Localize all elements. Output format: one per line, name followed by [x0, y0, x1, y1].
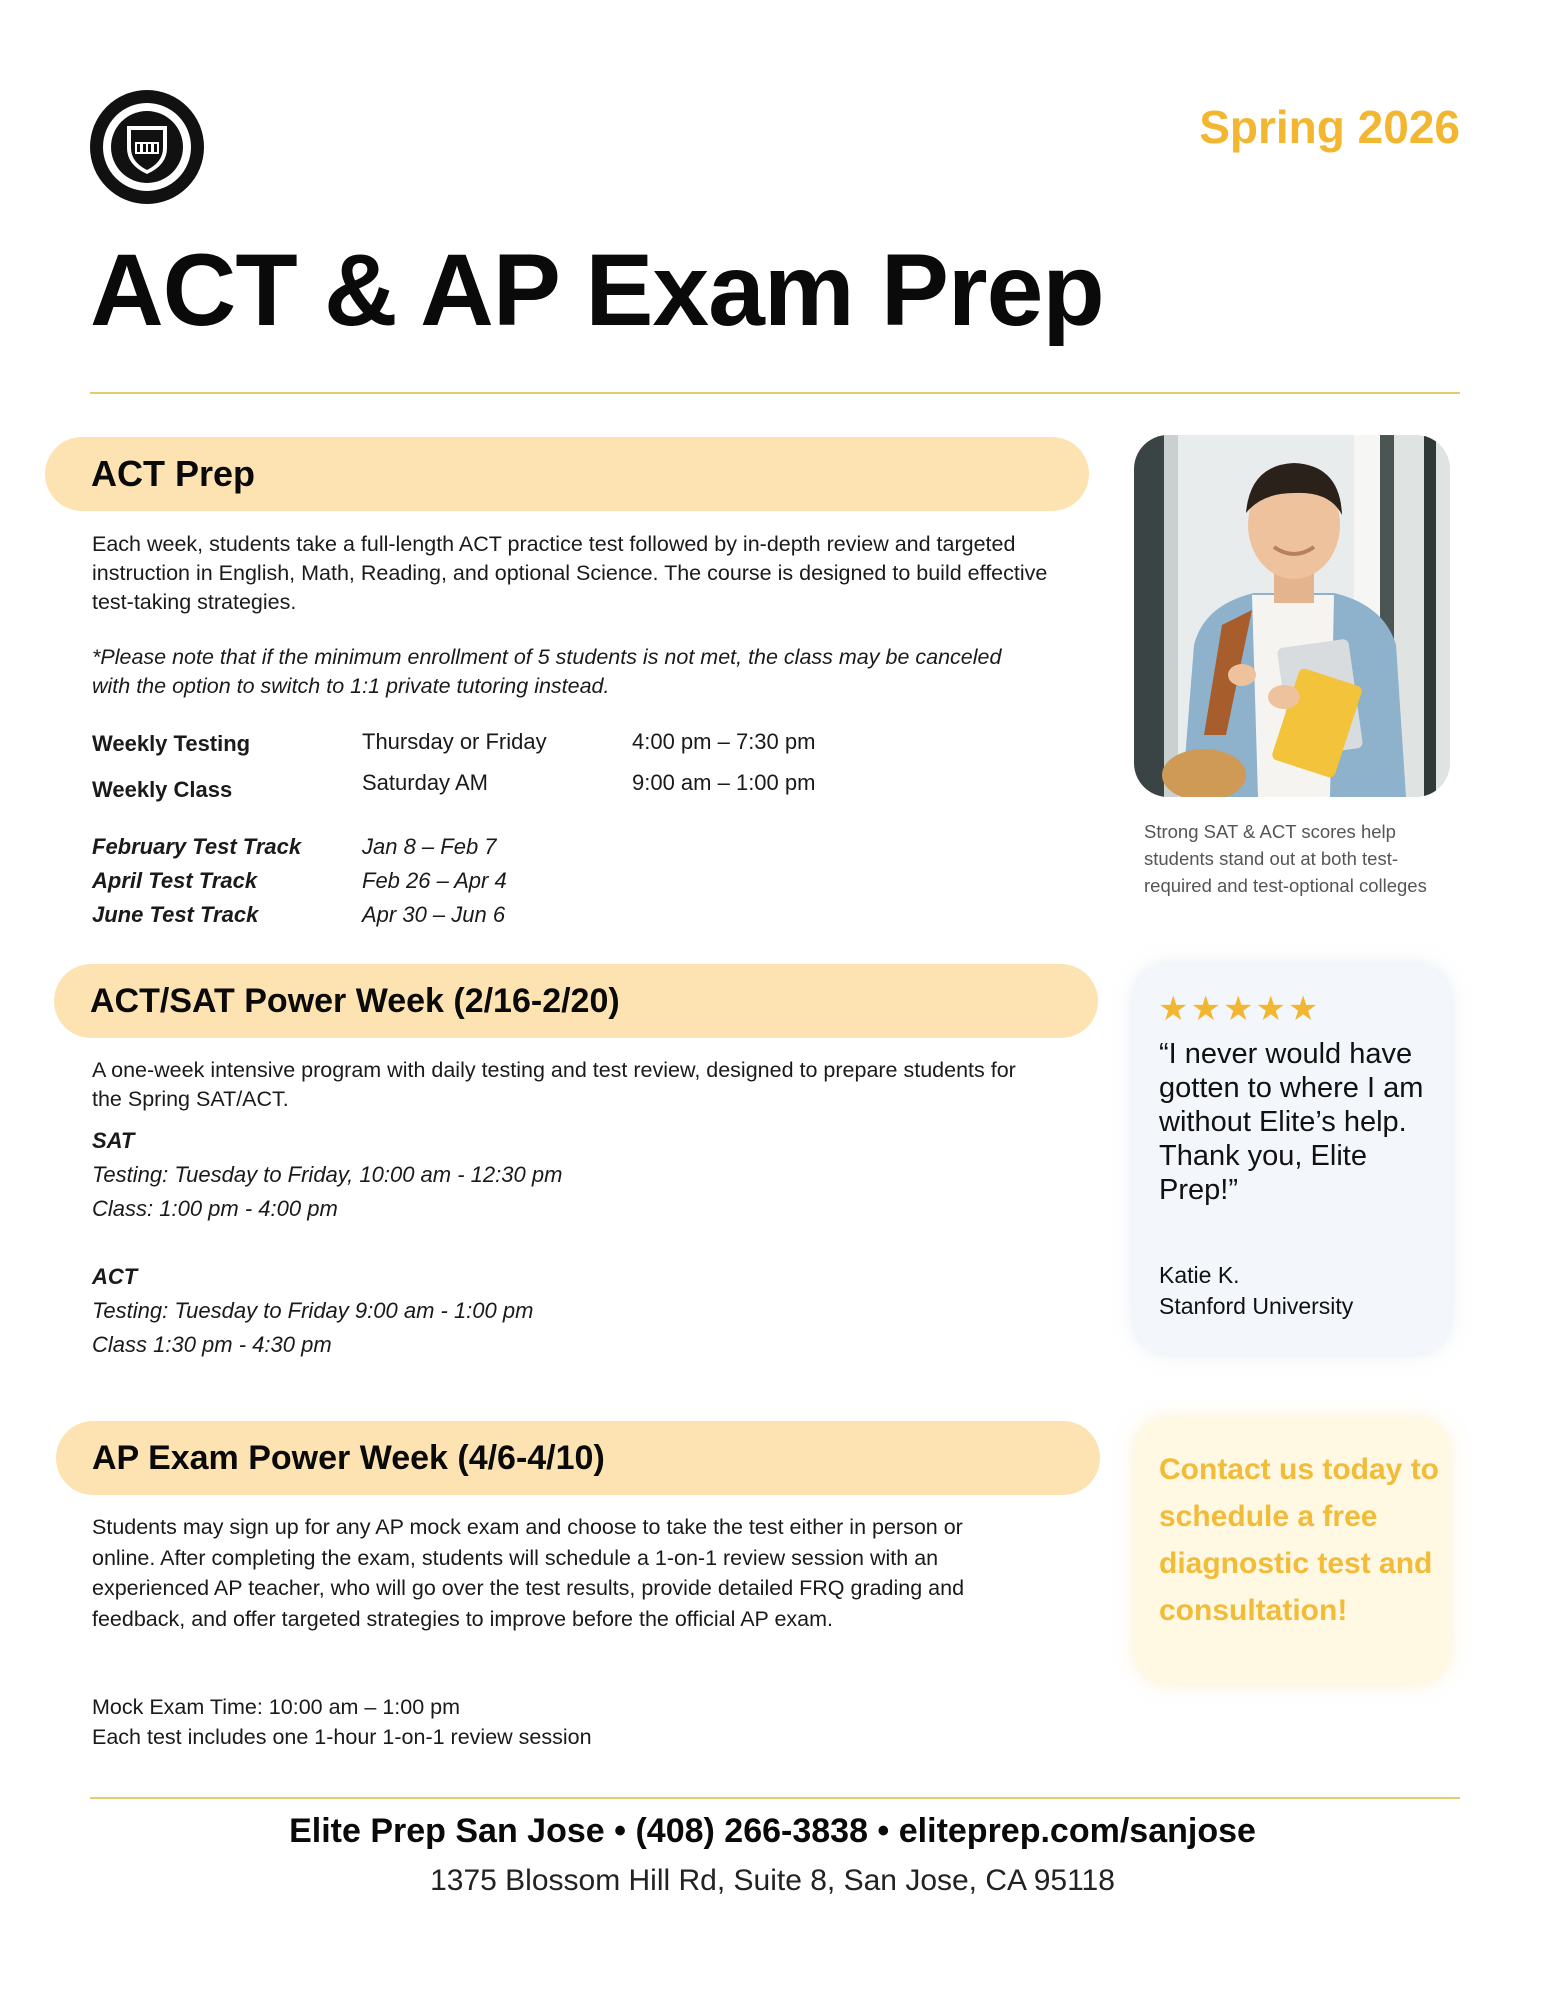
track-name: April Test Track — [92, 868, 258, 893]
act-prep-description: Each week, students take a full-length ACT practice test followed by in-depth review and targeted instruction in English, Math, Reading, and optional Science. The course is designed to build effective test-taking strategies. — [92, 532, 1048, 614]
testimonial-author: Katie K. — [1159, 1262, 1240, 1288]
top-divider — [90, 392, 1460, 394]
track-dates: Apr 30 – Jun 6 — [362, 902, 506, 927]
page-title: ACT & AP Exam Prep — [90, 233, 1104, 347]
footer-contact-line: Elite Prep San Jose • (408) 266-3838 • eliteprep.com/sanjose — [289, 1812, 1256, 1850]
act-label: ACT — [92, 1264, 138, 1289]
ap-week-heading: AP Exam Power Week (4/6-4/10) — [56, 1421, 1100, 1495]
schedule-day: Thursday or Friday — [362, 729, 547, 754]
power-week-heading: ACT/SAT Power Week (2/16-2/20) — [54, 964, 1098, 1038]
track-dates: Feb 26 – Apr 4 — [362, 868, 507, 893]
testimonial-quote: “I never would have gotten to where I am without Elite’s help. Thank you, Elite Prep!” — [1159, 1038, 1424, 1206]
power-week-description: A one-week intensive program with daily testing and test review, designed to prepare students for the Spring SAT/ACT. — [92, 1058, 1016, 1111]
track-dates: Jan 8 – Feb 7 — [362, 834, 497, 859]
act-class: Class 1:30 pm - 4:30 pm — [92, 1332, 332, 1357]
student-photo — [1134, 435, 1450, 797]
school-logo-icon — [90, 90, 204, 204]
ap-week-description: Students may sign up for any AP mock exam and choose to take the test either in person or online. After completing the exam, students will schedule a 1-on-1 review session with an experienced AP teacher, who will go over the test results, provide detailed FRQ grading and feedback, and offer targeted strategies to improve before the official AP exam. — [92, 1515, 965, 1631]
testimonial-author-block — [1159, 1260, 1353, 1322]
photo-caption: Strong SAT & ACT scores help students stand out at both test-required and test-optional colleges — [1144, 821, 1427, 896]
season-label: Spring 2026 — [1199, 101, 1460, 153]
sat-class: Class: 1:00 pm - 4:00 pm — [92, 1196, 338, 1221]
contact-card — [1134, 1418, 1450, 1684]
act-prep-heading: ACT Prep — [45, 437, 1089, 511]
schedule-label: Weekly Testing — [92, 731, 251, 756]
footer-address: 1375 Blossom Hill Rd, Suite 8, San Jose, CA 95118 — [430, 1864, 1115, 1897]
schedule-time: 4:00 pm – 7:30 pm — [632, 729, 816, 754]
contact-cta: Contact us today to schedule a free diagnostic test and consultation! — [1159, 1453, 1440, 1627]
track-name: June Test Track — [92, 902, 259, 927]
ap-review-note: Each test includes one 1-hour 1-on-1 review session — [92, 1725, 592, 1749]
track-name: February Test Track — [92, 834, 302, 859]
schedule-day: Saturday AM — [362, 770, 488, 795]
sat-label: SAT — [92, 1128, 135, 1153]
bottom-divider — [90, 1797, 1460, 1799]
act-testing: Testing: Tuesday to Friday 9:00 am - 1:00 pm — [92, 1298, 534, 1323]
sat-testing: Testing: Tuesday to Friday, 10:00 am - 12:30 pm — [92, 1162, 563, 1187]
testimonial-school: Stanford University — [1159, 1293, 1354, 1319]
act-prep-note: *Please note that if the minimum enrollment of 5 students is not met, the class may be canceled with the option to switch to 1:1 private tutoring instead. — [92, 645, 1002, 698]
schedule-label: Weekly Class — [92, 777, 233, 802]
testimonial-card — [1134, 965, 1450, 1353]
schedule-time: 9:00 am – 1:00 pm — [632, 770, 816, 795]
five-star-rating-icon: ★★★★★ — [1158, 990, 1321, 1028]
ap-mock-time: Mock Exam Time: 10:00 am – 1:00 pm — [92, 1695, 461, 1719]
